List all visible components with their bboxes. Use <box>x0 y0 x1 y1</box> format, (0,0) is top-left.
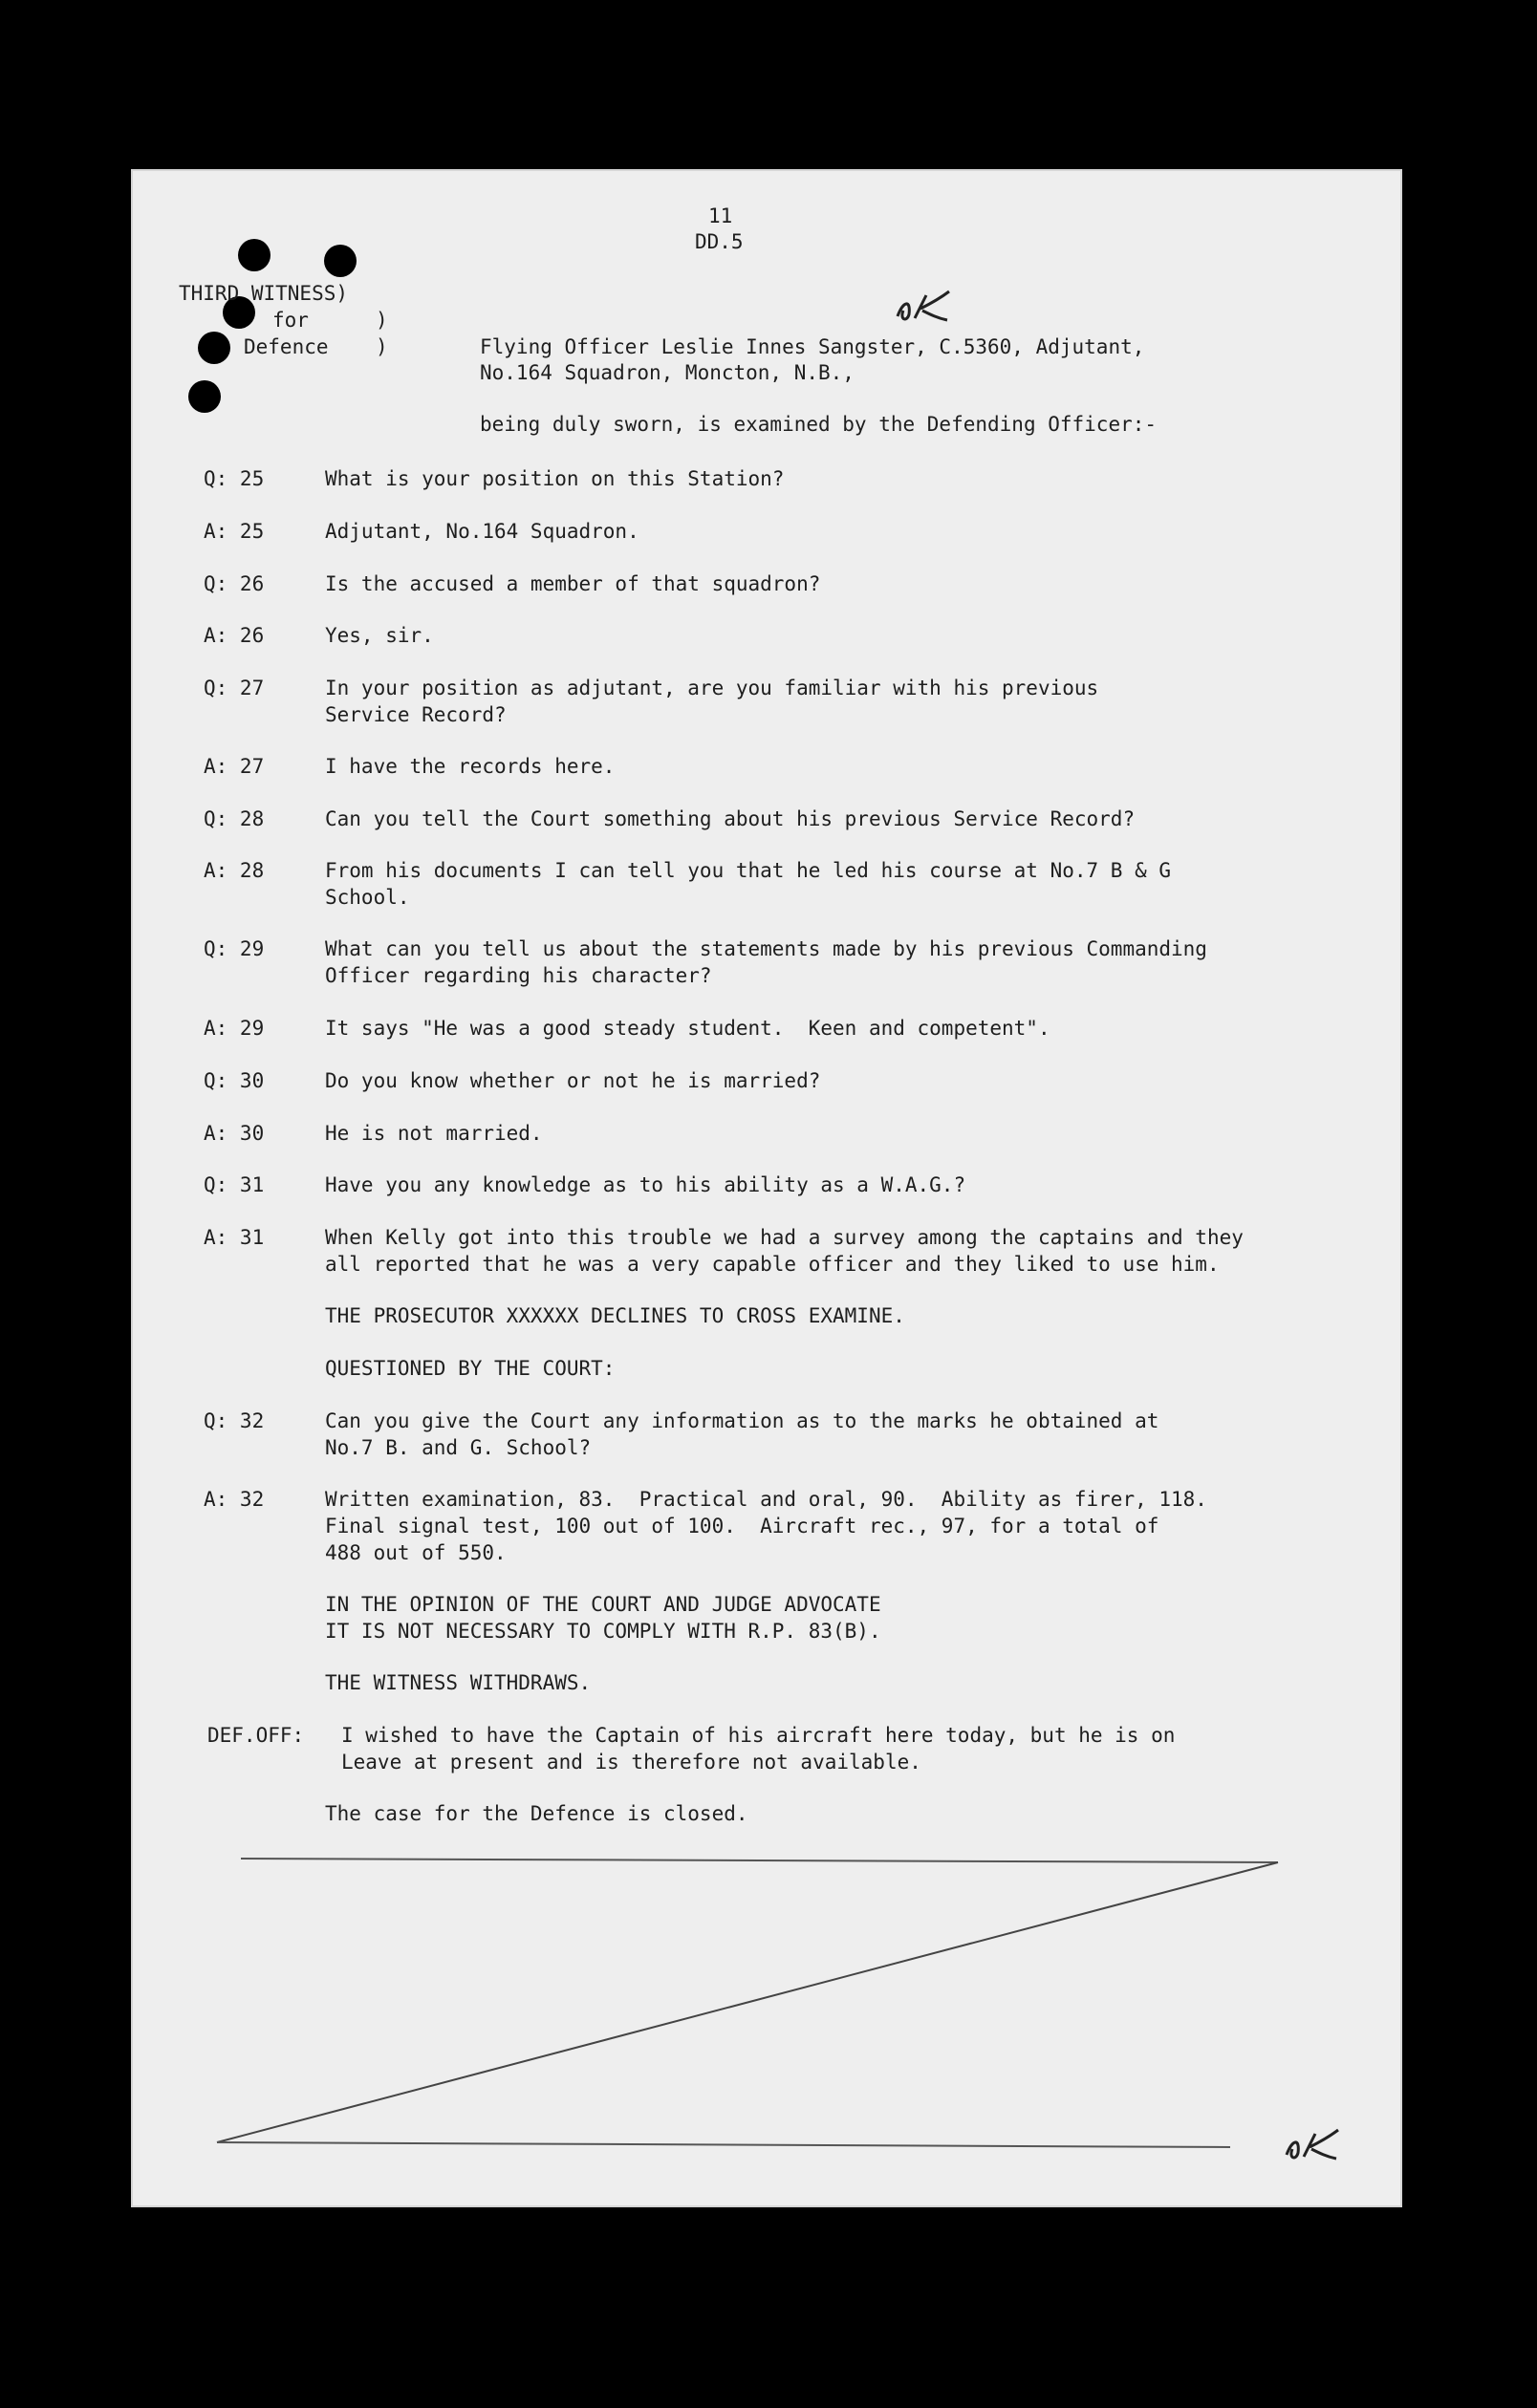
entry-text: all reported that he was a very capable officer and they liked to use him. <box>325 1253 1220 1276</box>
entry-label: Q: 28 <box>204 807 265 830</box>
entry-label: A: 32 <box>204 1488 265 1511</box>
page-number: 11 <box>708 204 733 227</box>
witness-caption-defence: Defence <box>244 335 329 358</box>
def-off-label: DEF.OFF: <box>207 1724 305 1747</box>
handwritten-initials-mark <box>1283 2128 1344 2166</box>
entry-text: Do you know whether or not he is married? <box>325 1069 821 1092</box>
def-off-text: Leave at present and is therefore not available. <box>341 1751 921 1774</box>
prosecutor-line: THE PROSECUTOR XXXXXX DECLINES TO CROSS EXAMINE. <box>325 1304 905 1327</box>
entry-text: Have you any knowledge as to his ability as a W.A.G.? <box>325 1173 966 1196</box>
entry-label: Q: 29 <box>204 937 265 960</box>
entry-text: What can you tell us about the statements made by his previous Commanding <box>325 937 1207 960</box>
entry-text: School. <box>325 886 410 909</box>
questioned-line: QUESTIONED BY THE COURT: <box>325 1357 616 1380</box>
entry-text: Adjutant, No.164 Squadron. <box>325 520 639 543</box>
entry-text: Final signal test, 100 out of 100. Aircraft rec., 97, for a total of <box>325 1515 1159 1537</box>
document-reference: DD.5 <box>695 230 744 253</box>
entry-text: It says "He was a good steady student. Keen and competent". <box>325 1017 1050 1040</box>
witness-caption-bracket: ) <box>376 309 388 332</box>
entry-label: A: 29 <box>204 1017 265 1040</box>
entry-text: He is not married. <box>325 1122 543 1145</box>
entry-label: A: 30 <box>204 1122 265 1145</box>
witness-intro-line: Flying Officer Leslie Innes Sangster, C.5360, Adjutant, <box>480 335 1145 358</box>
witness-caption-for: for <box>272 309 309 332</box>
entry-label: A: 28 <box>204 859 265 882</box>
entry-text: Officer regarding his character? <box>325 964 712 987</box>
entry-label: A: 27 <box>204 755 265 778</box>
entry-label: A: 25 <box>204 520 265 543</box>
entry-label: Q: 30 <box>204 1069 265 1092</box>
entry-label: Q: 31 <box>204 1173 265 1196</box>
witness-caption-bracket: ) <box>376 335 388 358</box>
entry-label: A: 31 <box>204 1226 265 1249</box>
entry-text: Can you tell the Court something about his previous Service Record? <box>325 807 1136 830</box>
witness-caption-line-1: THIRD WITNESS) <box>179 282 349 305</box>
opinion-line: IN THE OPINION OF THE COURT AND JUDGE ADVOCATE <box>325 1593 881 1616</box>
sworn-line: being duly sworn, is examined by the Defending Officer:- <box>480 413 1158 436</box>
entry-text: Can you give the Court any information as to the marks he obtained at <box>325 1409 1159 1432</box>
entry-label: Q: 32 <box>204 1409 265 1432</box>
entry-text: From his documents I can tell you that he led his course at No.7 B & G <box>325 859 1172 882</box>
entry-label: Q: 25 <box>204 467 265 490</box>
entry-text: No.7 B. and G. School? <box>325 1436 592 1459</box>
entry-text: In your position as adjutant, are you familiar with his previous <box>325 677 1099 699</box>
entry-text: 488 out of 550. <box>325 1541 507 1564</box>
withdraws-line: THE WITNESS WITHDRAWS. <box>325 1671 592 1694</box>
opinion-line: IT IS NOT NECESSARY TO COMPLY WITH R.P. 83(B). <box>325 1620 881 1643</box>
closing-strike-lines <box>131 169 1402 2207</box>
entry-text: Written examination, 83. Practical and oral, 90. Ability as firer, 118. <box>325 1488 1207 1511</box>
entry-text: Yes, sir. <box>325 624 434 647</box>
entry-text: Service Record? <box>325 703 507 726</box>
entry-text: What is your position on this Station? <box>325 467 785 490</box>
entry-label: Q: 27 <box>204 677 265 699</box>
entry-text: I have the records here. <box>325 755 616 778</box>
witness-intro-line: No.164 Squadron, Moncton, N.B., <box>480 361 855 384</box>
entry-text: Is the accused a member of that squadron? <box>325 572 821 595</box>
entry-text: When Kelly got into this trouble we had a survey among the captains and they <box>325 1226 1244 1249</box>
closed-line: The case for the Defence is closed. <box>325 1802 748 1825</box>
def-off-text: I wished to have the Captain of his aircraft here today, but he is on <box>341 1724 1176 1747</box>
document-page <box>131 169 1402 2207</box>
entry-label: Q: 26 <box>204 572 265 595</box>
entry-label: A: 26 <box>204 624 265 647</box>
